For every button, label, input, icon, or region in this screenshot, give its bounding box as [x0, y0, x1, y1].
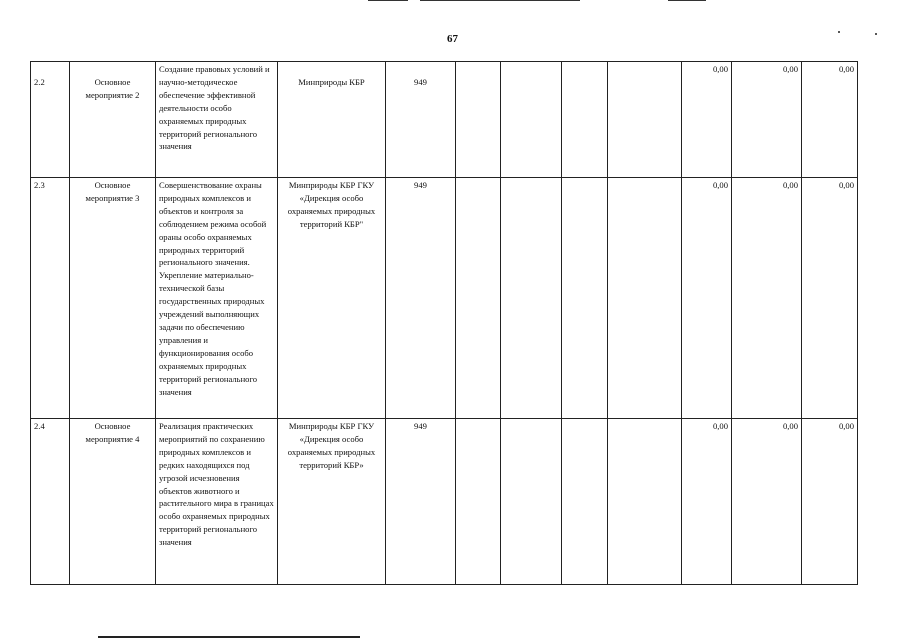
- scan-speck: [838, 31, 840, 33]
- budget-code: 949: [386, 62, 456, 178]
- amount-value: 0,00: [732, 178, 802, 419]
- table-row: [31, 62, 858, 178]
- event-name: Основное мероприятие 2: [70, 62, 156, 178]
- empty-cell: [562, 178, 608, 419]
- empty-cell: [456, 419, 501, 585]
- row-number: 2.4: [31, 419, 70, 585]
- executor: Минприроды КБР ГКУ «Дирекция особо охраняемых природных территорий КБР": [278, 178, 386, 419]
- amount-value: 0,00: [802, 419, 858, 585]
- event-name: Основное мероприятие 4: [70, 419, 156, 585]
- empty-cell: [456, 62, 501, 178]
- table-row: [31, 419, 858, 585]
- empty-cell: [562, 419, 608, 585]
- executor: Минприроды КБР: [278, 62, 386, 178]
- amount-value: 0,00: [732, 62, 802, 178]
- event-description: Совершенствование охраны природных комплексов и объектов и контроля за соблюдением режима особой ораны особо охраняемых природных территорий регионального значения. Укрепление материально-технической базы государственных природных учреждений выполняющих задачи по обеспечению управления и функционирования особо охраняемых природных территорий регионального значения: [156, 178, 278, 419]
- empty-cell: [562, 62, 608, 178]
- scan-speck: [875, 33, 877, 35]
- row-number: 2.2: [31, 62, 70, 178]
- scan-mark-top-right: [668, 0, 706, 1]
- amount-value: 0,00: [802, 178, 858, 419]
- scan-mark-top-left: [368, 0, 408, 1]
- executor: Минприроды КБР ГКУ «Дирекция особо охраняемых природных территорий КБР»: [278, 419, 386, 585]
- event-description: Реализация практических мероприятий по сохранению природных комплексов и редких находящихся под угрозой исчезновения объектов животного и растительного мира в границах особо охраняемых природных территорий регионального значения: [156, 419, 278, 585]
- amount-value: 0,00: [802, 62, 858, 178]
- empty-cell: [608, 62, 682, 178]
- amount-value: 0,00: [732, 419, 802, 585]
- empty-cell: [501, 178, 562, 419]
- amount-value: 0,00: [682, 419, 732, 585]
- scan-mark-top-mid: [420, 0, 580, 1]
- empty-cell: [608, 178, 682, 419]
- budget-code: 949: [386, 178, 456, 419]
- budget-code: 949: [386, 419, 456, 585]
- table-row: [31, 178, 858, 419]
- event-name: Основное мероприятие 3: [70, 178, 156, 419]
- empty-cell: [501, 419, 562, 585]
- page-number: 67: [447, 33, 458, 45]
- amount-value: 0,00: [682, 178, 732, 419]
- row-number: 2.3: [31, 178, 70, 419]
- empty-cell: [456, 178, 501, 419]
- amount-value: 0,00: [682, 62, 732, 178]
- scan-line-bottom: [98, 636, 360, 638]
- empty-cell: [501, 62, 562, 178]
- budget-table: [30, 61, 858, 585]
- empty-cell: [608, 419, 682, 585]
- event-description: Создание правовых условий и научно-методическое обеспечение эффективной деятельности особо охраняемых природных территорий регионального значения: [156, 62, 278, 178]
